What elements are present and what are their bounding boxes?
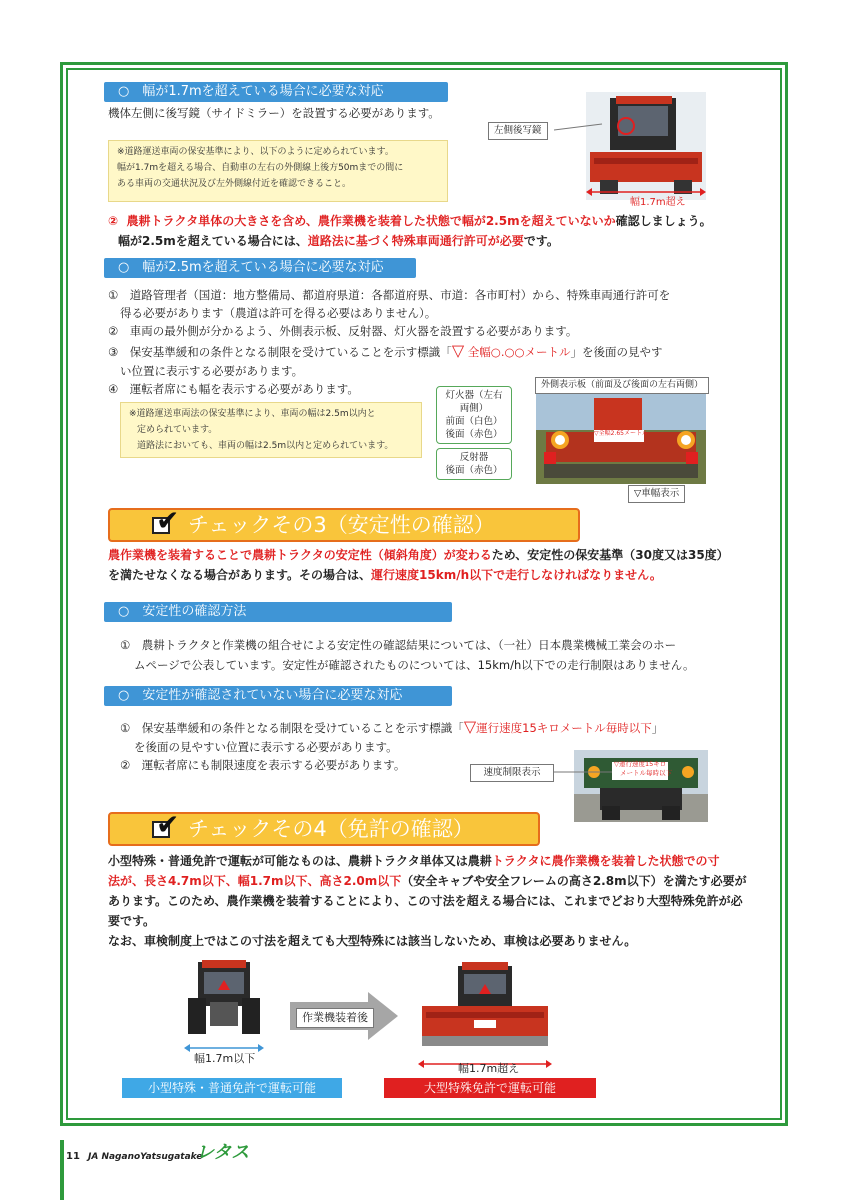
item2-num: ②: [108, 214, 119, 228]
check4-p5: なお、車検制度上ではこの寸法を超えても大型特殊には該当しないため、車検は必要ありません。: [108, 934, 637, 948]
item2-tail: 確認しましょう。: [615, 214, 712, 228]
s2-line: ① 道路管理者（国道：地方整備局、都道府県道：各都道府県、市道：各市町村）から、特殊車両通行許可を: [108, 288, 671, 302]
s2-l4b: 」を後面の見やす: [570, 345, 663, 359]
s2-note-line: ※道路運送車両法の保安基準により、車両の幅は2.5m以内と: [129, 409, 376, 419]
s4-line: を後面の見やすい位置に表示する必要があります。: [134, 740, 398, 754]
label-width-sign: ▽車幅表示: [628, 485, 685, 503]
label-lights-line: 後面（赤色）: [445, 429, 503, 440]
section-title-stability-unconfirmed: ○ 安定性が確認されていない場合に必要な対応: [104, 686, 452, 706]
s3-line: ① 農耕トラクタと作業機の組合せによる安定性の確認結果については、（一社）日本農業機械工業会のホー: [120, 638, 677, 652]
check3-p2-a: を満たせなくなる場合があります。その場合は、: [108, 568, 372, 582]
s2-note: [120, 402, 422, 458]
footer-strip: [60, 1140, 64, 1200]
item2-l2b: です。: [523, 234, 559, 248]
label-lights-line: 両側）: [459, 403, 489, 414]
check4-p2-b: （安全キャブや安全フレームの高さ2.8m以下）を満たす必要が: [401, 874, 747, 888]
label-reflector-line: 反射器: [459, 452, 489, 463]
check4-p2: [108, 872, 747, 890]
check3-p2: [108, 566, 662, 584]
tractor-single-photo: [184, 958, 264, 1040]
footer-org: JA NaganoYatsugatake: [88, 1152, 203, 1162]
checkmark-icon: ✔: [156, 504, 180, 537]
checkmark-icon: ✔: [156, 808, 180, 841]
item2-l2a: 幅が2.5mを超えている場合には、: [118, 234, 308, 248]
label-outer-board: 外側表示板（前面及び後面の左右両側）: [535, 377, 709, 394]
photo-speed-sign-1: ▽運行速度15キロ: [614, 760, 667, 768]
label-lights-line: 前面（白色）: [445, 416, 503, 427]
check3-title: チェックその3（安定性の確認）: [188, 513, 495, 537]
s2-line: 得る必要があります（農道は許可を得る必要はありません）。: [120, 306, 437, 320]
pointer-line: [554, 120, 604, 140]
label-lights-line: 灯火器（左右: [445, 390, 503, 401]
check3-p1-red: 農作業機を装着することで農耕トラクタの安定性（傾斜角度）が変わる: [108, 548, 492, 562]
pointer-line: [554, 766, 614, 776]
s1-note: [108, 140, 448, 202]
s1-note-line: 幅が1.7mを超える場合、自動車の左右の外側線上後方50mまでの間に: [117, 163, 404, 173]
check3-p2-red: 運行速度15km/h以下で走行しなければなりません。: [371, 568, 662, 582]
label-reflector: [436, 448, 512, 480]
license-large-bar: 大型特殊免許で運転可能: [384, 1078, 596, 1098]
check4-p2-red: 法が、長さ4.7m以下、幅1.7m以下、高さ2.0m以下: [108, 874, 402, 888]
s4-l1-sign: 運行速度15キロメートル毎時以下: [476, 721, 652, 735]
arrow-label: 作業機装着後: [296, 1008, 374, 1028]
item2-red: 農耕トラクタ単体の大きさを含め、農作業機を装着した状態で幅が2.5mを超えていないか: [126, 214, 616, 228]
triangle-sign-icon: ▽: [463, 717, 477, 736]
left-width-label: 幅1.7m以下: [194, 1052, 256, 1065]
tractor-implement-photo: [418, 960, 552, 1056]
check4-p1: [108, 852, 720, 870]
label-speed-limit: 速度制限表示: [470, 764, 554, 782]
s2-line: い位置に表示する必要があります。: [120, 364, 304, 378]
check4-title: チェックその4（免許の確認）: [188, 817, 474, 841]
s2-line: ② 車両の最外側が分かるよう、外側表示板、反射器、灯火器を設置する必要があります。: [108, 324, 578, 338]
section-title-width-1-7: ○ 幅が1.7mを超えている場合に必要な対応: [104, 82, 448, 102]
photo-speed-sign-2: メートル毎時以下: [620, 769, 672, 777]
label-reflector-line: 後面（赤色）: [445, 465, 503, 476]
check4-p3: あります。このため、農作業機を装着することにより、この寸法を超える場合には、これまでどおり大型特殊免許が必: [108, 894, 743, 908]
check4-header: [108, 808, 540, 846]
s4-line: ② 運転者席にも制限速度を表示する必要があります。: [120, 758, 406, 772]
s4-l1b: 」: [651, 721, 664, 735]
s2-note-line: 道路法においても、車両の幅は2.5m以内と定められています。: [137, 441, 394, 451]
s2-line: ④ 運転者席にも幅を表示する必要があります。: [108, 382, 359, 396]
label-width-over: 幅1.7m超え: [630, 197, 686, 208]
item2-line2: [118, 232, 559, 250]
page-number: 11: [66, 1151, 80, 1162]
section-title-stability-method: ○ 安定性の確認方法: [104, 602, 452, 622]
section-title-width-2-5: ○ 幅が2.5mを超えている場合に必要な対応: [104, 258, 416, 278]
check4-p1-red: トラクタに農作業機を装着した状態での寸: [491, 854, 720, 868]
s4-l1a: ① 保安基準緩和の条件となる制限を受けていることを示す標識「: [120, 721, 464, 735]
label-left-mirror: 左側後写鏡: [488, 122, 548, 140]
s2-l4a: ③ 保安基準緩和の条件となる制限を受けていることを示す標識「: [108, 345, 452, 359]
check4-p1-a: 小型特殊・普通免許で運転が可能なものは、農耕トラクタ単体又は農耕: [108, 854, 492, 868]
s4-line-sign: [120, 718, 663, 737]
s1-text: 機体左側に後写鏡（サイドミラー）を設置する必要があります。: [108, 106, 440, 120]
check4-p4: 要です。: [108, 914, 156, 928]
tractor-mirror-photo: [586, 92, 706, 200]
photo-sign-text: ▽全幅2.65メートル: [594, 430, 648, 437]
footer-brand: レタス: [196, 1142, 250, 1163]
check3-p1: [108, 546, 729, 564]
license-small-bar: 小型特殊・普通免許で運転可能: [122, 1078, 342, 1098]
s1-note-line: ※道路運送車両の保安基準により、以下のように定められています。: [117, 147, 394, 157]
item2-l2-red: 道路法に基づく特殊車両通行許可が必要: [307, 234, 524, 248]
s1-note-line: ある車両の交通状況及び左外側線付近を確認できること。: [117, 179, 352, 189]
s2-l4-sign: 全幅○.○○メートル: [467, 345, 571, 359]
right-width-label: 幅1.7m超え: [458, 1062, 520, 1075]
s2-note-line: 定められています。: [137, 425, 218, 435]
s2-line-sign: [108, 342, 663, 361]
label-lights: [436, 386, 512, 444]
item2-line1: [108, 212, 712, 230]
triangle-sign-icon: ▽: [451, 341, 465, 360]
check3-p1-b: ため、安定性の保安基準（30度又は35度）: [491, 548, 729, 562]
check3-header: [108, 504, 580, 542]
s3-line: ムページで公表しています。安定性が確認されたものについては、15km/h以下での走行制限はありません。: [134, 658, 695, 672]
